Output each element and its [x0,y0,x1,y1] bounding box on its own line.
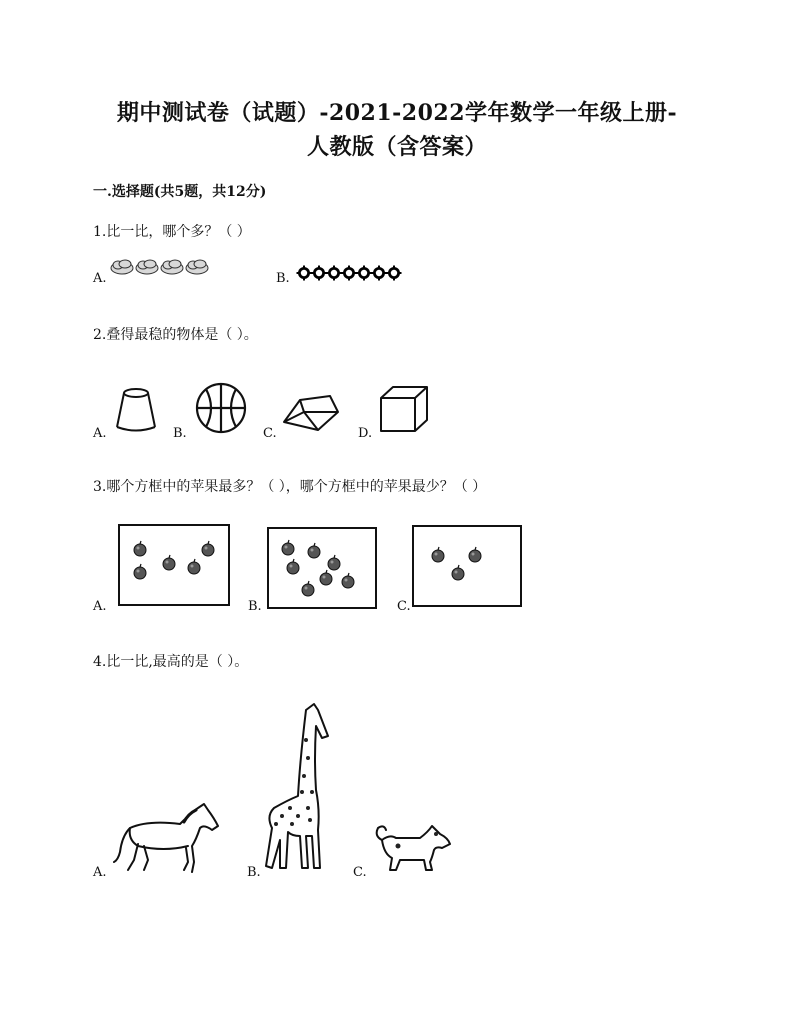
q3-option-a-label: A. [93,599,107,614]
gear-icon [342,266,357,281]
question-3-text: 3.哪个方框中的苹果最多？（ ），哪个方框中的苹果最少？（ ） [93,479,487,495]
cloud-icon [161,260,183,274]
section-heading: 一.选择题(共5题，共12分) [93,184,267,200]
apple-box-b [267,527,377,609]
q1-gears-icon [295,264,407,282]
gear-icon [327,266,342,281]
q2-option-d-label: D. [358,426,373,441]
cloud-icon [136,260,158,274]
q3-option-c-label: C. [397,599,411,614]
q4-option-a-label: A. [93,865,107,880]
q1-option-b-label: B. [276,271,290,286]
gear-icon [387,266,402,281]
apple-box-a [118,524,230,606]
q4-option-c-label: C. [353,865,367,880]
gear-icon [357,266,372,281]
q2-option-b-label: B. [173,426,187,441]
cube-icon [378,384,430,434]
giraffe-icon [262,700,334,874]
basketball-icon [194,381,248,435]
horse-icon [108,800,220,874]
q4-option-b-label: B. [247,865,261,880]
dog-icon [370,822,452,874]
q1-option-a-label: A. [93,271,107,286]
question-2-text: 2.叠得最稳的物体是（ ）。 [93,327,258,343]
document-title-line-1: 期中测试卷（试题）-2021-2022学年数学一年级上册- [116,100,678,126]
q1-clouds-icon [110,258,214,278]
question-4-text: 4.比一比,最高的是（ ）。 [93,654,249,670]
q2-option-a-label: A. [93,426,107,441]
q2-option-c-label: C. [263,426,277,441]
cloud-icon [111,260,133,274]
truncated-cone-icon [112,386,160,434]
question-1-text: 1.比一比，哪个多？（ ） [93,224,251,240]
gear-icon [297,266,312,281]
gear-icon [312,266,327,281]
apple-box-c [412,525,522,607]
gear-icon [372,266,387,281]
wedge-prism-icon [282,390,342,434]
cloud-icon [186,260,208,274]
q3-option-b-label: B. [248,599,262,614]
document-title-line-2: 人教版（含答案） [306,134,487,160]
